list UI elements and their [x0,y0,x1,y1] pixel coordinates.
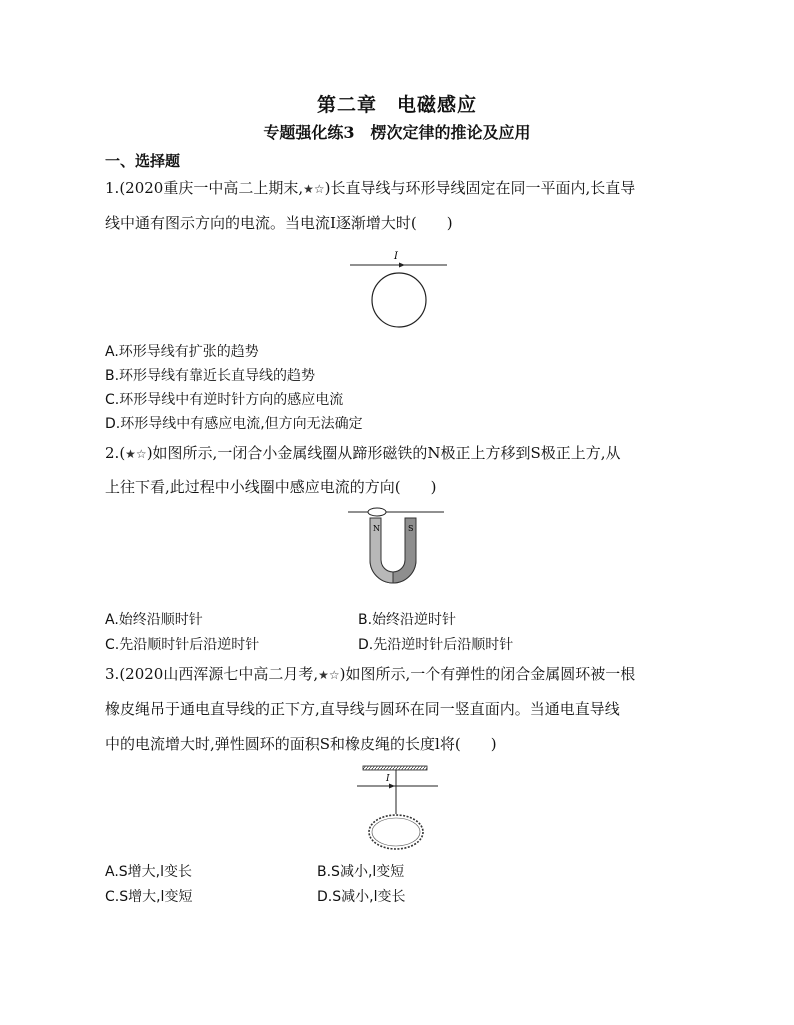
question-2-option-b[interactable]: B.始终沿逆时针 [358,612,457,628]
question-1-text: 长直导线与环形导线固定在同一平面内,长直导 [330,179,636,197]
question-1-option-a[interactable]: A.环形导线有扩张的趋势 [105,344,259,360]
figure-wire-and-ring [345,248,455,330]
question-1-source: (2020重庆一中高二上期末, [119,179,304,197]
question-3-text: 如图所示,一个有弹性的闭合金属圆环被一根 [345,665,636,683]
question-1-option-c[interactable]: C.环形导线中有逆时针方向的感应电流 [105,392,344,408]
current-label: I [394,251,398,262]
difficulty-star-icon: ★☆ [303,182,325,196]
question-2-source: ( [119,444,126,462]
question-3-line-1 [105,664,635,685]
question-2-number: 2. [105,444,120,462]
north-pole-label: N [373,524,380,533]
question-1-source-end: ) [324,179,331,197]
difficulty-star-icon: ★☆ [125,447,147,461]
question-3-number: 3. [105,665,120,683]
question-2-option-d[interactable]: D.先沿逆时针后沿顺时针 [358,637,514,653]
section-title: 专题强化练3 楞次定律的推论及应用 [263,123,531,142]
question-3-line-3: 中的电流增大时,弹性圆环的面积S和橡皮绳的长度l将( ) [105,735,497,753]
current-label: I [386,774,390,784]
ring-conductor [372,273,426,327]
current-arrow-icon [389,784,395,789]
question-2-line-1 [105,443,621,464]
question-3-option-a[interactable]: A.S增大,l变长 [105,864,193,880]
question-3-source: (2020山西浑源七中高二月考, [119,665,319,683]
question-2-option-a[interactable]: A.始终沿顺时针 [105,612,203,628]
chapter-title: 第二章 电磁感应 [316,94,477,116]
figure-hanging-ring [355,764,440,856]
current-arrow-icon [399,263,405,268]
question-2-text: 如图所示,一闭合小金属线圈从蹄形磁铁的N极正上方移到S极正上方,从 [152,444,621,462]
question-3-option-d[interactable]: D.S减小,l变长 [317,889,406,905]
question-2-source-end: ) [146,444,153,462]
question-3-option-c[interactable]: C.S增大,l变短 [105,889,193,905]
question-1-line-1 [105,178,635,199]
question-2-option-c[interactable]: C.先沿顺时针后沿逆时针 [105,637,260,653]
question-1-option-d[interactable]: D.环形导线中有感应电流,但方向无法确定 [105,416,363,432]
ceiling-support [363,766,427,770]
question-1-number: 1. [105,179,120,197]
question-3-line-2: 橡皮绳吊于通电直导线的正下方,直导线与圆环在同一竖直面内。当通电直导线 [105,700,620,718]
question-2-line-2: 上往下看,此过程中小线圈中感应电流的方向( ) [105,478,437,496]
elastic-ring-inner [372,818,420,846]
part-heading: 一、选择题 [105,152,181,170]
question-3-source-end: ) [339,665,346,683]
difficulty-star-icon: ★☆ [318,668,340,682]
south-pole-label: S [408,524,414,533]
question-1-line-2: 线中通有图示方向的电流。当电流I逐渐增大时( ) [105,214,453,232]
small-coil [368,508,386,516]
question-3-option-b[interactable]: B.S减小,l变短 [317,864,405,880]
elastic-ring [369,815,423,849]
figure-horseshoe-magnet [346,504,446,584]
question-1-option-b[interactable]: B.环形导线有靠近长直导线的趋势 [105,368,316,384]
